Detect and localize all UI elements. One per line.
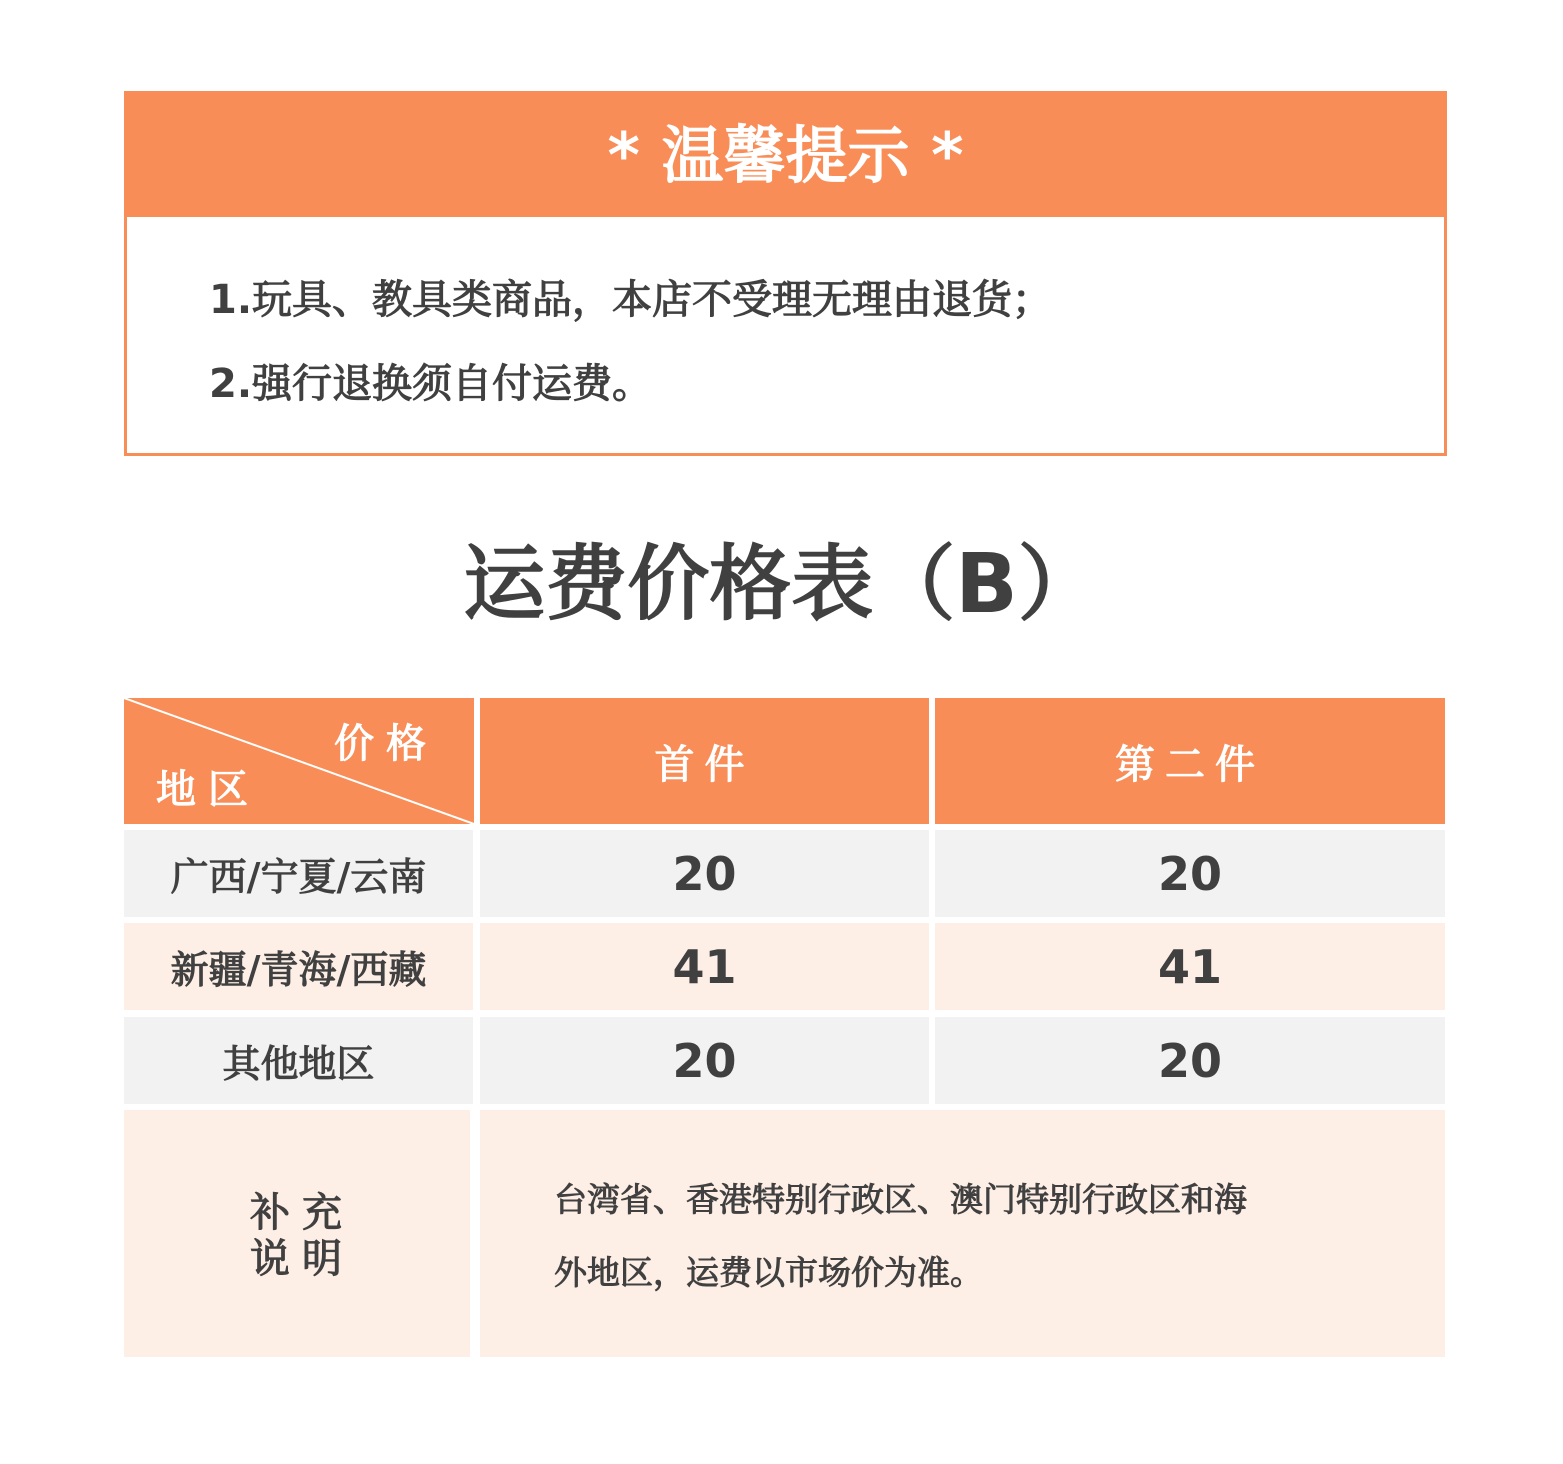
notice-box	[124, 91, 1447, 456]
column-header-second: 第二件	[935, 698, 1445, 824]
row-2-second: 41	[935, 923, 1445, 1010]
note-content-cell	[480, 1110, 1445, 1357]
row-3-first: 20	[480, 1017, 929, 1104]
row-1-first: 20	[480, 830, 929, 917]
note-label-cell	[124, 1110, 470, 1357]
row-1-second: 20	[935, 830, 1445, 917]
row-2-first: 41	[480, 923, 929, 1010]
notice-title: * 温馨提示 *	[127, 94, 1444, 217]
row-3-second: 20	[935, 1017, 1445, 1104]
note-line-2: 外地区，运费以市场价为准。	[554, 1253, 983, 1292]
notice-line-1: 1.玩具、教具类商品，本店不受理无理由退货；	[209, 277, 1053, 323]
note-label-line-1: 补充	[250, 1190, 354, 1236]
row-3-region: 其他地区	[124, 1017, 473, 1104]
note-line-1: 台湾省、香港特别行政区、澳门特别行政区和海	[554, 1180, 1247, 1219]
note-label-line-2: 说明	[250, 1236, 354, 1282]
row-2-region: 新疆/青海/西藏	[124, 923, 473, 1010]
corner-region-label: 地区	[156, 767, 260, 813]
corner-price-label: 价格	[334, 721, 438, 767]
row-1-region: 广西/宁夏/云南	[124, 830, 473, 917]
table-corner-header	[124, 698, 474, 824]
column-header-first: 首件	[480, 698, 929, 824]
notice-line-2: 2.强行退换须自付运费。	[209, 361, 653, 407]
table-title: 运费价格表（B）	[463, 537, 1100, 632]
